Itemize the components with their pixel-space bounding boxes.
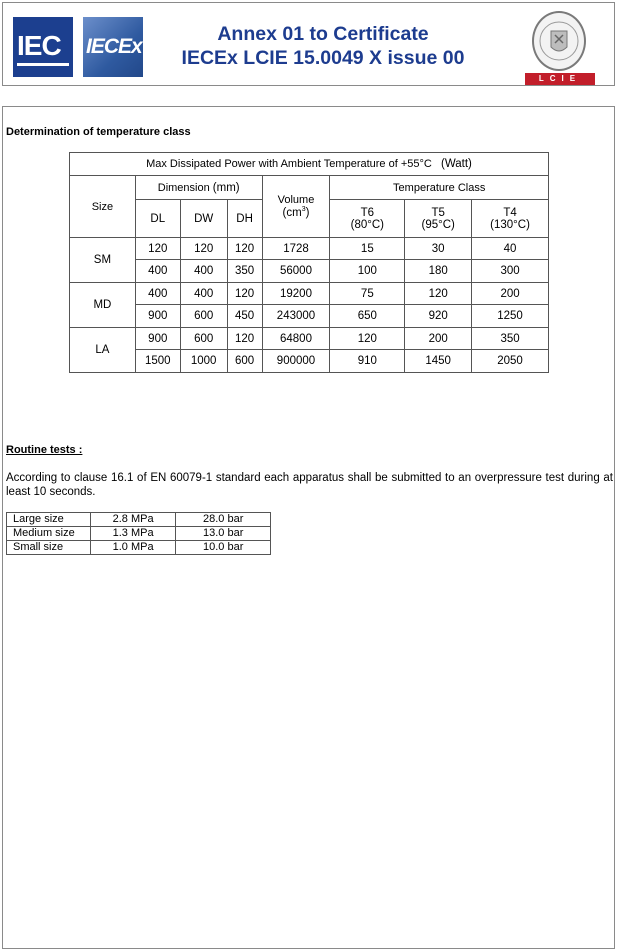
title-line-2: IECEx LCIE 15.0049 X issue 00 [181,47,465,69]
certificate-header [2,2,615,86]
table-caption: Max Dissipated Power with Ambient Temperature of +55°C (Watt) [70,153,549,176]
iecex-logo: IECEx [83,17,143,77]
header-dw: DW [180,200,227,238]
size-cell: SM [70,238,136,283]
routine-tests-title: Routine tests : [6,444,83,456]
seal-emblem-icon [532,11,586,71]
bureau-veritas-seal [525,11,595,85]
table-row: 400 400 350 56000 100 180 300 [70,260,549,283]
size-cell: LA [70,328,136,373]
header-temperature-class: Temperature Class [330,176,549,200]
certificate-title [153,22,493,70]
iec-logo: IEC [13,17,73,77]
table-row: 900 600 450 243000 650 920 1250 [70,305,549,328]
temperature-section-title: Determination of temperature class [6,126,191,138]
table-row: LA 900 600 120 64800 120 200 350 [70,328,549,350]
temperature-class-table [69,152,549,373]
header-t5: T5 (95°C) [405,200,472,238]
table-row: Small size 1.0 MPa 10.0 bar [7,541,271,555]
header-dimension: Dimension (mm) [135,176,262,200]
lcie-label: LCIE [525,73,595,85]
table-row: Large size 2.8 MPa 28.0 bar [7,513,271,527]
header-dl: DL [135,200,180,238]
table-row: SM 120 120 120 1728 15 30 40 [70,238,549,260]
header-t6: T6 (80°C) [330,200,405,238]
header-size: Size [70,176,136,238]
table-row: Medium size 1.3 MPa 13.0 bar [7,527,271,541]
header-t4: T4 (130°C) [472,200,549,238]
size-cell: MD [70,283,136,328]
table-row: 1500 1000 600 900000 910 1450 2050 [70,350,549,373]
header-dh: DH [227,200,262,238]
title-line-1: Annex 01 to Certificate [217,23,429,45]
routine-tests-paragraph: According to clause 16.1 of EN 60079-1 standard each apparatus shall be submitted to an overpressure test during at least 10 seconds. [6,472,613,498]
pressure-test-table [6,512,271,555]
header-volume: Volume $(cm^3)$ [262,176,330,238]
table-row: MD 400 400 120 19200 75 120 200 [70,283,549,305]
